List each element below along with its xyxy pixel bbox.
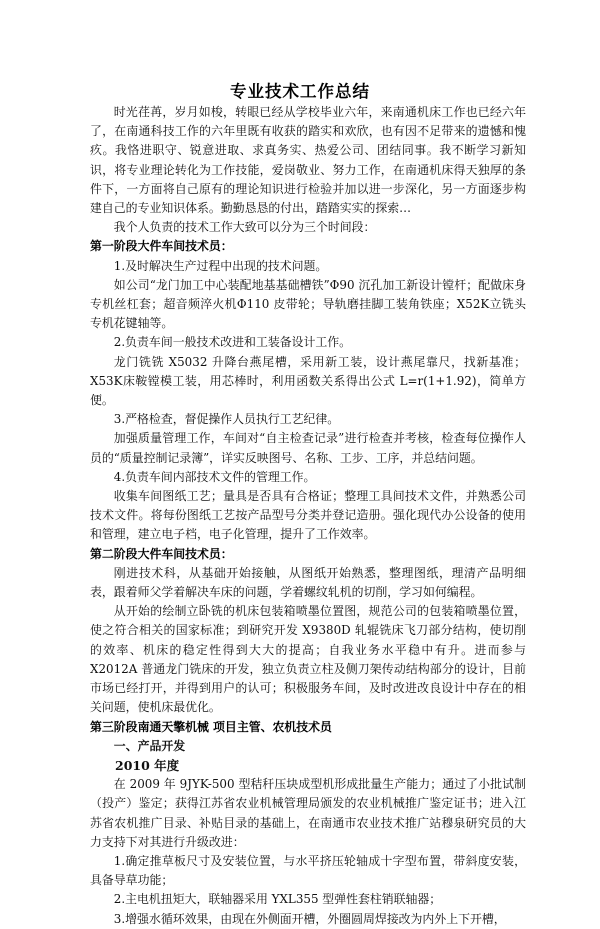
- paragraph: 加强质量管理工作，车间对“自主检查记录”进行检查并考核，检查每位操作人员的“质量控制记录簿”，详实反映图号、名称、工步、工序，并总结问题。: [90, 431, 526, 465]
- page-title: 专业技术工作总结: [230, 82, 370, 101]
- intro-paragraph: 时光荏苒，岁月如梭，转眼已经从学校毕业六年，来南通机床工作也已经六年了，在南通科技工作的六年里既有收获的踏实和欢欣，也有因不足带来的遗憾和愧疚。我恪进职守、锐意进取、求真务实、热爱公司、团结同事。我不断学习新知识，将专业理论转化为工作技能，爱岗敬业、努力工作，在南通机床得天独厚的条件下，一方面将自己原有的理论知识进行检验并加以进一步深化，另一方面逐步构建自己的专业知识体系。勤勤恳恳的付出，踏踏实实的探索…: [90, 105, 526, 216]
- paragraph: 2.负责车间一般技术改进和工装备设计工作。: [113, 335, 352, 350]
- paragraph: 如公司“龙门加工中心装配地基基础槽铁”Φ90 沉孔加工新设计镗杆；配做床身专机丝杠套；超音频淬火机Φ110 皮带轮；导轨磨挂脚工装角铁座；X52K立铣头专机花键轴等。: [90, 277, 526, 331]
- year-heading: 2010 年度: [115, 757, 180, 773]
- sub-heading: 一、产品开发: [113, 738, 186, 753]
- paragraph: 3.严格检查，督促操作人员执行工艺纪律。: [113, 412, 340, 427]
- paragraph: 收集车间图纸工艺；量具是否具有合格证；整理工具间技术文件，并熟悉公司技术文件。将每份图纸工艺按产品型号分类并登记造册。强化现代办公设备的使用和管理，建立电子档，电子化管理，提升了工作效率。: [90, 489, 526, 542]
- paragraph: 刚进技术科，从基础开始接触，从图纸开始熟悉，整理图纸，理清产品明细表，跟着师父学着解决车床的问题，学着螺纹轧机的切削，学习如何编程。: [90, 565, 526, 600]
- paragraph: 龙门铣铣 X5032 升降台燕尾槽，采用新工装，设计燕尾靠尺，找新基准；X53K床鞍镗模工装，用芯棒时，利用函数关系得出公式 L=r(1+1.92)，简单方便。: [90, 354, 526, 408]
- paragraph: 2.主电机扭矩大，联轴器采用 YXL355 型弹性套柱销联轴器；: [113, 892, 442, 907]
- paragraph: 1.确定推草板尺寸及安装位置，与水平挤压轮轴成十字型布置，带斜度安装，具备导草功能；: [90, 853, 526, 888]
- intro-paragraph: 我个人负责的技术工作大致可以分为三个时间段：: [113, 220, 376, 235]
- section-heading-stage3: 第三阶段南通天擎机械 项目主管、农机技术员: [90, 719, 332, 734]
- paragraph: 3.增强水循环效果，由现在外侧面开槽，外圈圆周焊接改为内外上下开槽，: [113, 911, 506, 926]
- section-heading-stage1: 第一阶段大件车间技术员：: [90, 239, 233, 254]
- document-body: [90, 103, 526, 929]
- paragraph: 从开始的绘制立卧铣的机床包装箱喷墨位置图，规范公司的包装箱喷墨位置，使之符合相关的国家标准；到研究开发 X9380D 轧辊铣床飞刀部分结构，使切削的效率、机床的稳定性得到大大的提高；自我业务水平稳中有升。进而参与 X2012A 普通龙门铣床的开发，独立负责立柱及侧刀架传动结构部分的设计，目前市场已经打开，并得到用户的认可；积极服务车间，及时改进改良设计中存在的相关问题，使机床最优化。: [90, 604, 526, 715]
- section-heading-stage2: 第二阶段大件车间技术员：: [90, 546, 233, 561]
- paragraph: 4.负责车间内部技术文件的管理工作。: [113, 469, 316, 484]
- paragraph: 1.及时解决生产过程中出现的技术问题。: [113, 258, 328, 273]
- paragraph: 在 2009 年 9JYK-500 型秸秆压块成型机形成批量生产能力；通过了小批试制（投产）鉴定；获得江苏省农业机械管理局颁发的农业机械推广鉴定证书；进入江苏省农机推广目录、补贴目录的基础上，在南通市农业技术推广站穆泉研究员的大力支持下对其进行升级改进：: [90, 777, 526, 849]
